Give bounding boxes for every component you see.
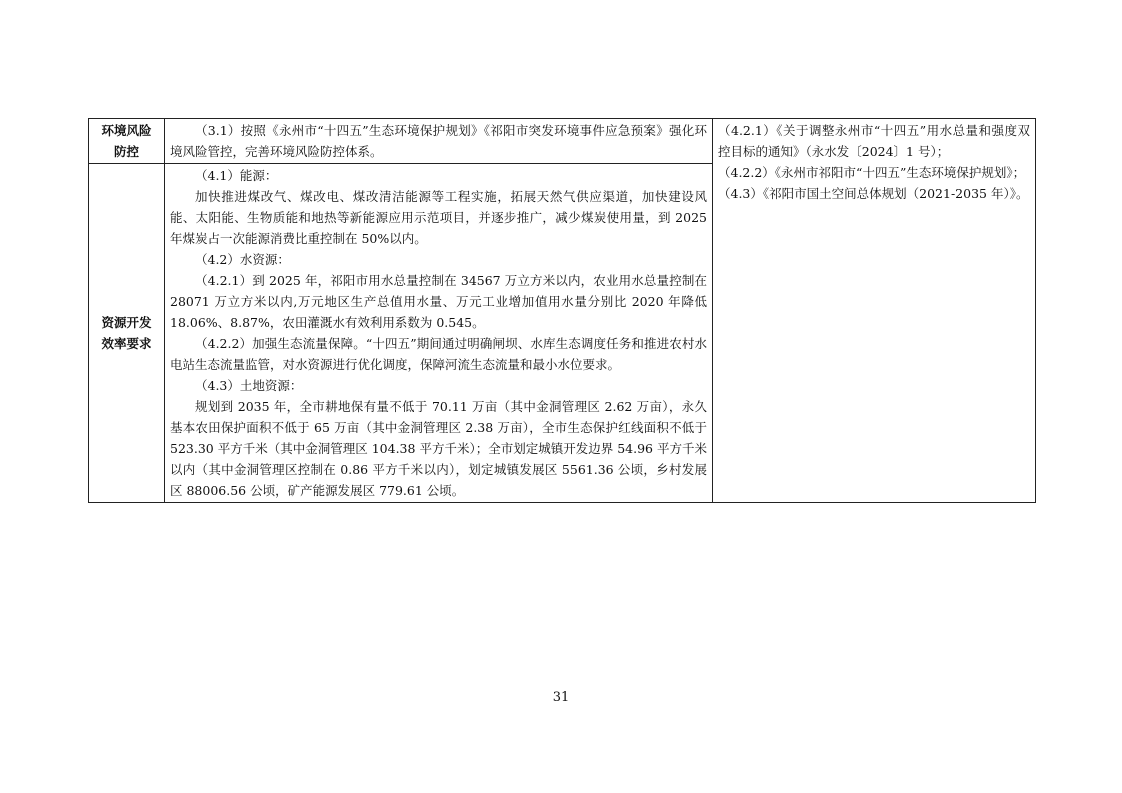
- requirement-env-risk: [165, 119, 713, 164]
- category-line: 资源开发: [101, 315, 152, 330]
- water-heading: （4.2）水资源：: [195, 252, 290, 267]
- water-421-text: （4.2.1）到 2025 年，祁阳市用水总量控制在 34567 万立方米以内，农业用水总量控制在 28071 万立方米以内,万元地区生产总值用水量、万元工业增加值用水量分别比 2020 年降低 18.06%、8.87%，农田灌溉水有效利用系数为 0.545。: [170, 273, 707, 330]
- requirement-text: （3.1）按照《永州市“十四五”生态环境保护规划》《祁阳市突发环境事件应急预案》强化环境风险管控，完善环境风险防控体系。: [170, 123, 707, 159]
- category-line: 防控: [113, 144, 139, 159]
- water-422-text: （4.2.2）加强生态流量保障。“十四五”期间通过明确闸坝、水库生态调度任务和推进农村水电站生态流量监管，对水资源进行优化调度，保障河流生态流量和最小水位要求。: [170, 336, 707, 372]
- category-line: 效率要求: [101, 336, 152, 351]
- category-line: 环境风险: [101, 123, 152, 138]
- reference-item: （4.2.1）《关于调整永州市“十四五”用水总量和强度双控目标的通知》（永水发〔2024〕1 号）；: [718, 123, 1030, 159]
- category-resource: [89, 164, 165, 503]
- regulation-table: [88, 118, 1036, 503]
- table-row-env-risk: [89, 119, 1036, 164]
- energy-text: 加快推进煤改气、煤改电、煤改清洁能源等工程实施，拓展天然气供应渠道，加快建设风能、太阳能、生物质能和地热等新能源应用示范项目，并逐步推广，减少煤炭使用量，到 2025 年煤炭占一次能源消费比重控制在 50%以内。: [170, 189, 707, 246]
- page-number: 31: [552, 690, 570, 705]
- land-text: 规划到 2035 年，全市耕地保有量不低于 70.11 万亩（其中金洞管理区 2.62 万亩），永久基本农田保护面积不低于 65 万亩（其中金洞管理区 2.38 万亩），全市生态保护红线面积不低于 523.30 平方千米（其中金洞管理区 104.38 平方千米）；全市划定城镇开发边界 54.96 平方千米以内（其中金洞管理区控制在 0.86 平方千米以内），划定城镇发展区 5561.36 公顷，乡村发展区 88006.56 公顷，矿产能源发展区 779.61 公顷。: [170, 399, 707, 498]
- requirement-resource: [165, 164, 713, 503]
- reference-cell: [713, 119, 1036, 503]
- land-heading: （4.3）土地资源：: [195, 378, 303, 393]
- reference-item: （4.2.2）《永州市祁阳市“十四五”生态环境保护规划》；: [718, 165, 1026, 180]
- category-env-risk: [89, 119, 165, 164]
- energy-heading: （4.1）能源：: [195, 168, 278, 183]
- reference-item: （4.3）《祁阳市国土空间总体规划（2021-2035 年）》。: [718, 186, 1029, 201]
